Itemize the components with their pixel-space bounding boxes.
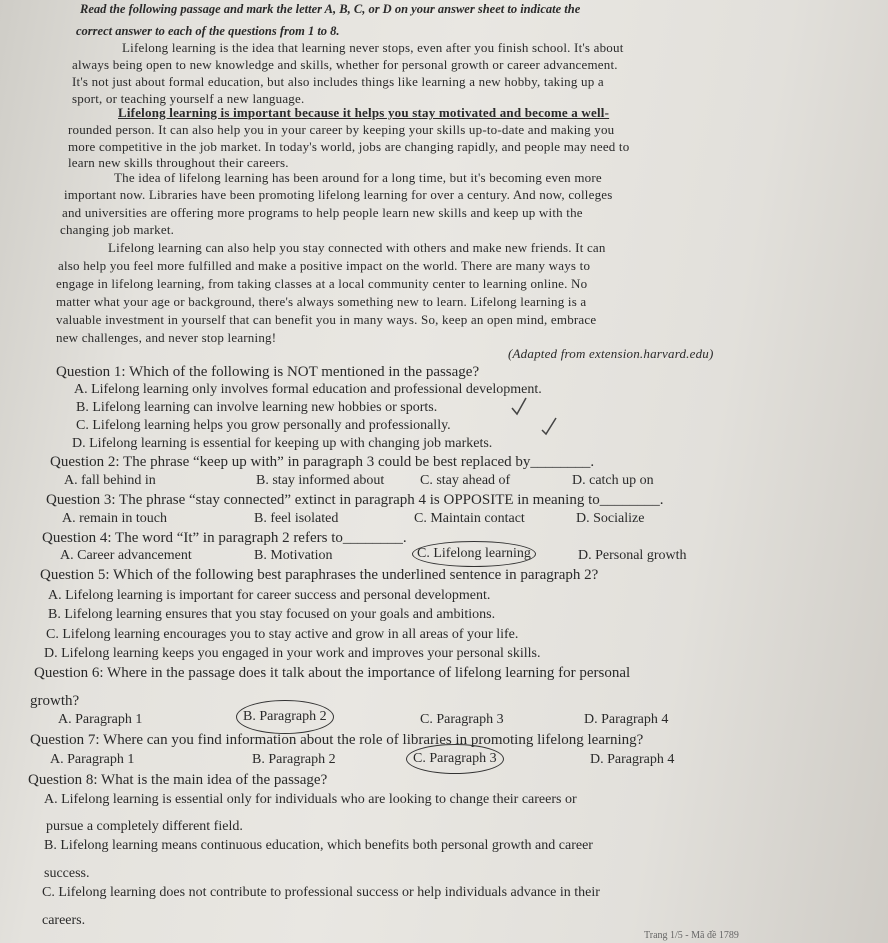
- instruction-line-2: correct answer to each of the questions from 1 to 8.: [76, 24, 340, 38]
- question-8-option-b-line-1: B. Lifelong learning means continuous education, which benefits both personal growth and career: [44, 838, 593, 853]
- question-5-option-a: A. Lifelong learning is important for career success and personal development.: [48, 588, 491, 603]
- passage-source: (Adapted from extension.harvard.edu): [508, 346, 714, 361]
- passage-p1-line-4: sport, or teaching yourself a new language.: [72, 91, 305, 106]
- question-1-option-c: C. Lifelong learning helps you grow personally and professionally.: [76, 418, 451, 433]
- passage-p4-line-6: new challenges, and never stop learning!: [56, 330, 277, 345]
- question-6-option-a: A. Paragraph 1: [58, 712, 143, 727]
- question-5-option-d: D. Lifelong learning keeps you engaged in your work and improves your personal skills.: [44, 646, 541, 661]
- question-5-stem: Question 5: Which of the following best paraphrases the underlined sentence in paragraph 2?: [40, 567, 599, 583]
- passage-p4-line-2: also help you feel more fulfilled and make a positive impact on the world. There are many ways to: [58, 258, 591, 273]
- check-mark-icon: [508, 394, 568, 438]
- question-7-option-b: B. Paragraph 2: [252, 752, 336, 767]
- passage-p1-line-3: It's not just about formal education, but also includes things like learning a new hobby, taking up a: [72, 74, 604, 89]
- passage-p3-line-4: changing job market.: [60, 222, 175, 237]
- question-7-option-a: A. Paragraph 1: [50, 752, 135, 767]
- question-6-stem-line-1: Question 6: Where in the passage does it talk about the importance of lifelong learning for personal: [34, 665, 631, 681]
- question-8-option-b-line-2: success.: [44, 866, 90, 881]
- question-4-option-c: C. Lifelong learning: [412, 541, 536, 567]
- passage-p4-line-1: Lifelong learning can also help you stay connected with others and make new friends. It can: [108, 240, 606, 255]
- question-1-stem: Question 1: Which of the following is NOT mentioned in the passage?: [56, 364, 480, 380]
- question-4-option-a: A. Career advancement: [60, 548, 192, 563]
- question-8-option-c-line-1: C. Lifelong learning does not contribute to professional success or help individuals advance in their: [42, 885, 600, 900]
- question-8-stem: Question 8: What is the main idea of the passage?: [28, 772, 328, 788]
- question-3-stem: Question 3: The phrase “stay connected” extinct in paragraph 4 is OPPOSITE in meaning to________.: [46, 492, 664, 508]
- passage-p1-line-2: always being open to new knowledge and skills, whether for personal growth or career advancement.: [72, 57, 618, 72]
- question-8-option-a-line-1: A. Lifelong learning is essential only for individuals who are looking to change their careers or: [44, 792, 577, 807]
- passage-p3-line-2: important now. Libraries have been promoting lifelong learning for over a century. And now, colleges: [64, 187, 613, 202]
- question-1-option-a: A. Lifelong learning only involves formal education and professional development.: [74, 382, 542, 397]
- question-2-stem: Question 2: The phrase “keep up with” in paragraph 3 could be best replaced by________.: [50, 454, 595, 470]
- instruction-line-1: Read the following passage and mark the letter A, B, C, or D on your answer sheet to indicate the: [80, 2, 581, 16]
- question-6-option-c: C. Paragraph 3: [420, 712, 504, 727]
- passage-p1-line-1: Lifelong learning is the idea that learning never stops, even after you finish school. It's about: [122, 40, 624, 55]
- passage-p2-line-3: more competitive in the job market. In today's world, jobs are changing rapidly, and people may need to: [68, 139, 630, 154]
- question-5-option-c: C. Lifelong learning encourages you to stay active and grow in all areas of your life.: [46, 627, 519, 642]
- question-5-option-b: B. Lifelong learning ensures that you stay focused on your goals and ambitions.: [48, 607, 496, 622]
- question-3-option-b: B. feel isolated: [254, 511, 339, 526]
- page-footer: Trang 1/5 - Mã đề 1789: [644, 930, 739, 941]
- question-7-stem: Question 7: Where can you find information about the role of libraries in promoting lifelong learning?: [30, 732, 644, 748]
- passage-p3-line-3: and universities are offering more programs to help people learn new skills and keep up with the: [62, 205, 583, 220]
- question-7-option-c: C. Paragraph 3: [406, 744, 504, 774]
- question-2-option-a: A. fall behind in: [64, 473, 156, 488]
- question-1-option-b: B. Lifelong learning can involve learning new hobbies or sports.: [76, 400, 438, 415]
- passage-p2-line-2: rounded person. It can also help you in your career by keeping your skills up-to-date and making you: [68, 122, 615, 137]
- passage-p2-line-1: Lifelong learning is important because it helps you stay motivated and become a well-: [118, 105, 610, 120]
- question-6-option-d: D. Paragraph 4: [584, 712, 669, 727]
- question-2-option-c: C. stay ahead of: [420, 473, 511, 488]
- question-6-option-b: B. Paragraph 2: [236, 700, 334, 734]
- question-8-option-a-line-2: pursue a completely different field.: [46, 819, 243, 834]
- question-4-stem: Question 4: The word “It” in paragraph 2 refers to________.: [42, 530, 407, 546]
- question-3-option-d: D. Socialize: [576, 511, 645, 526]
- question-7-option-d: D. Paragraph 4: [590, 752, 675, 767]
- question-4-option-d: D. Personal growth: [578, 548, 687, 563]
- passage-p2-line-4: learn new skills throughout their careers.: [68, 155, 289, 170]
- passage-p4-line-4: matter what your age or background, there's always something new to learn. Lifelong learning is a: [56, 294, 587, 309]
- question-4-option-b: B. Motivation: [254, 548, 333, 563]
- question-8-option-c-line-2: careers.: [42, 913, 86, 928]
- question-1-option-d: D. Lifelong learning is essential for keeping up with changing job markets.: [72, 436, 493, 451]
- question-3-option-c: C. Maintain contact: [414, 511, 525, 526]
- question-2-option-d: D. catch up on: [572, 473, 654, 488]
- question-3-option-a: A. remain in touch: [62, 511, 167, 526]
- passage-p4-line-5: valuable investment in yourself that can benefit you in many ways. So, keep an open mind, embrace: [56, 312, 597, 327]
- question-2-option-b: B. stay informed about: [256, 473, 385, 488]
- passage-p4-line-3: engage in lifelong learning, from taking classes at a local community center to learning online. No: [56, 276, 588, 291]
- question-6-stem-line-2: growth?: [30, 693, 80, 709]
- passage-p3-line-1: The idea of lifelong learning has been around for a long time, but it's becoming even more: [114, 170, 602, 185]
